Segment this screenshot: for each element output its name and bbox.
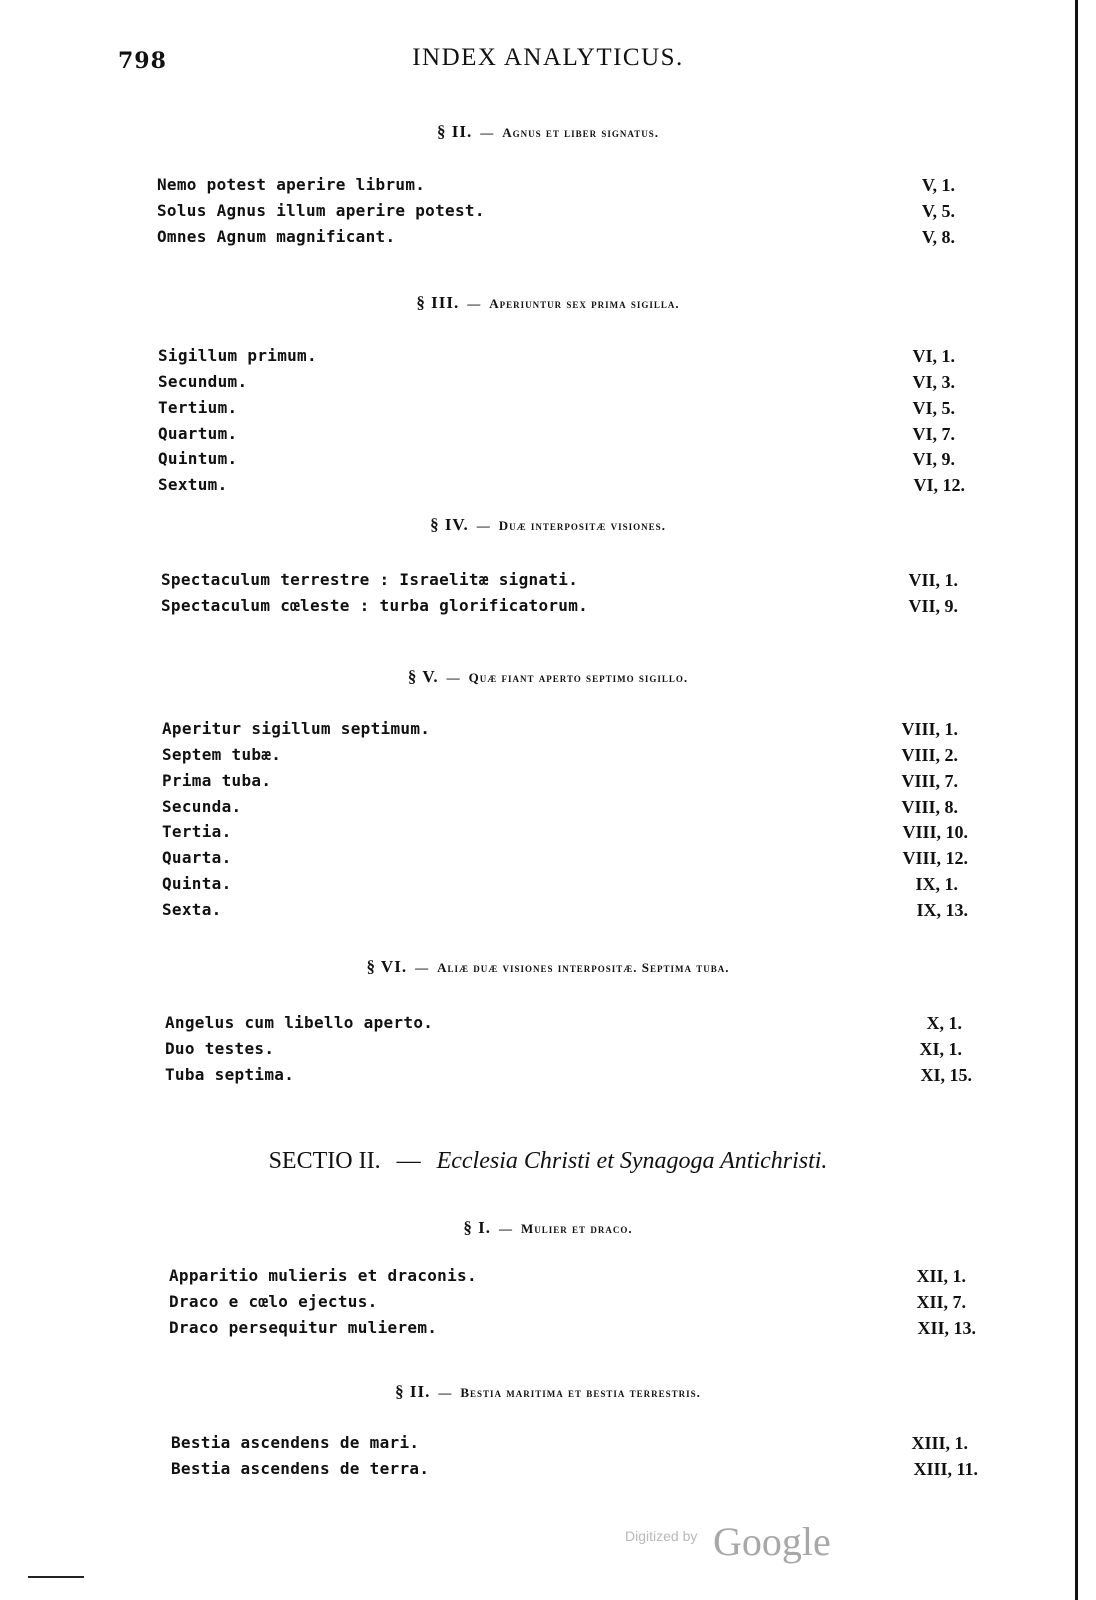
sectio-label: SECTIO II. <box>268 1148 381 1174</box>
entry-reference: V, 1. <box>921 175 955 195</box>
section-heading: § I. — Mulier et draco. <box>463 1218 633 1237</box>
entry-reference: VI, 5. <box>912 398 955 418</box>
entry-reference: XIII, 1. <box>911 1433 968 1453</box>
entry-reference: VIII, 2. <box>901 745 958 765</box>
page-title: INDEX ANALYTICUS. <box>412 44 684 71</box>
entry-reference: XII, 7. <box>916 1292 966 1312</box>
entry-reference: VII, 1. <box>908 570 958 590</box>
entry-reference: VIII, 8. <box>901 797 958 817</box>
entry-reference: VI, 9. <box>912 449 955 469</box>
index-entry: Apparitio mulieris et draconis. <box>169 1266 477 1285</box>
entry-reference: VI, 7. <box>912 424 955 444</box>
index-entry: Draco persequitur mulierem. <box>169 1318 438 1337</box>
entry-reference: VIII, 12. <box>902 848 968 868</box>
section-number: § II. <box>395 1382 431 1401</box>
index-entry: Tertium. <box>158 398 238 417</box>
index-entry: Prima tuba. <box>162 771 272 790</box>
page-edge-line <box>1075 0 1078 1600</box>
index-entry: Spectaculum cœleste : turba glorificatorum. <box>161 596 589 615</box>
entry-reference: XI, 15. <box>920 1065 972 1085</box>
section-title: Agnus et liber signatus. <box>502 125 659 140</box>
entry-reference: VII, 9. <box>908 596 958 616</box>
section-title: Aliæ duæ visiones interpositæ. Septima tuba. <box>437 960 730 975</box>
section-title: Quæ fiant aperto septimo sigillo. <box>468 670 689 685</box>
index-entry: Nemo potest aperire librum. <box>157 175 426 194</box>
entry-reference: X, 1. <box>926 1013 962 1033</box>
index-entry: Secundum. <box>158 372 248 391</box>
entry-reference: VI, 1. <box>912 346 955 366</box>
index-entry: Bestia ascendens de terra. <box>171 1459 430 1478</box>
entry-reference: VIII, 10. <box>902 822 968 842</box>
index-entry: Sigillum primum. <box>158 346 317 365</box>
entry-reference: V, 8. <box>921 227 955 247</box>
index-entry: Duo testes. <box>165 1039 275 1058</box>
entry-reference: XI, 1. <box>919 1039 962 1059</box>
section-title: Mulier et draco. <box>521 1221 633 1236</box>
entry-reference: IX, 1. <box>915 874 958 894</box>
entry-reference: XII, 13. <box>917 1318 976 1338</box>
entry-reference: XIII, 11. <box>913 1459 978 1479</box>
section-heading: § VI. — Aliæ duæ visiones interpositæ. Septima tuba. <box>366 957 730 976</box>
index-entry: Sextum. <box>158 475 228 494</box>
index-entry: Secunda. <box>162 797 242 816</box>
section-number: § III. <box>416 293 460 312</box>
index-entry: Angelus cum libello aperto. <box>165 1013 434 1032</box>
index-entry: Septem tubæ. <box>162 745 282 764</box>
sectio-heading: SECTIO II. — Ecclesia Christi et Synagoga Antichristi. <box>268 1148 828 1174</box>
index-entry: Draco e cœlo ejectus. <box>169 1292 378 1311</box>
section-number: § II. <box>437 122 473 141</box>
index-entry: Bestia ascendens de mari. <box>171 1433 420 1452</box>
section-heading: § V. — Quæ fiant aperto septimo sigillo. <box>407 667 689 686</box>
entry-reference: VI, 3. <box>912 372 955 392</box>
section-heading: § II. — Bestia maritima et bestia terrestris. <box>395 1382 701 1401</box>
index-entry: Quarta. <box>162 848 232 867</box>
index-entry: Tertia. <box>162 822 232 841</box>
section-heading: § IV. — Duæ interpositæ visiones. <box>430 515 666 534</box>
section-heading: § III. — Aperiuntur sex prima sigilla. <box>416 293 680 312</box>
index-entry: Aperitur sigillum septimum. <box>162 719 431 738</box>
section-title: Aperiuntur sex prima sigilla. <box>489 296 680 311</box>
index-entry: Spectaculum terrestre : Israelitæ signati. <box>161 570 579 589</box>
entry-reference: V, 5. <box>921 201 955 221</box>
entry-reference: IX, 13. <box>916 900 968 920</box>
index-entry: Quintum. <box>158 449 238 468</box>
section-number: § V. <box>407 667 439 686</box>
index-entry: Omnes Agnum magnificant. <box>157 227 396 246</box>
index-entry: Solus Agnus illum aperire potest. <box>157 201 485 220</box>
section-number: § I. <box>463 1218 492 1237</box>
section-title: Bestia maritima et bestia terrestris. <box>460 1385 701 1400</box>
page-number: 798 <box>118 48 167 74</box>
google-watermark: Google <box>713 1519 831 1564</box>
index-entry: Quinta. <box>162 874 232 893</box>
page-corner-mark <box>28 1576 84 1578</box>
entry-reference: VIII, 1. <box>901 719 958 739</box>
entry-reference: XII, 1. <box>916 1266 966 1286</box>
sectio-title: Ecclesia Christi et Synagoga Antichristi. <box>436 1148 828 1174</box>
entry-reference: VIII, 7. <box>901 771 958 791</box>
entry-reference: VI, 12. <box>913 475 965 495</box>
digitized-by-text: Digitized by <box>625 1528 698 1544</box>
section-number: § VI. <box>366 957 408 976</box>
section-number: § IV. <box>430 515 469 534</box>
index-entry: Quartum. <box>158 424 238 443</box>
index-entry: Sexta. <box>162 900 222 919</box>
section-title: Duæ interpositæ visiones. <box>498 518 666 533</box>
index-entry: Tuba septima. <box>165 1065 295 1084</box>
section-heading: § II. — Agnus et liber signatus. <box>437 122 659 141</box>
